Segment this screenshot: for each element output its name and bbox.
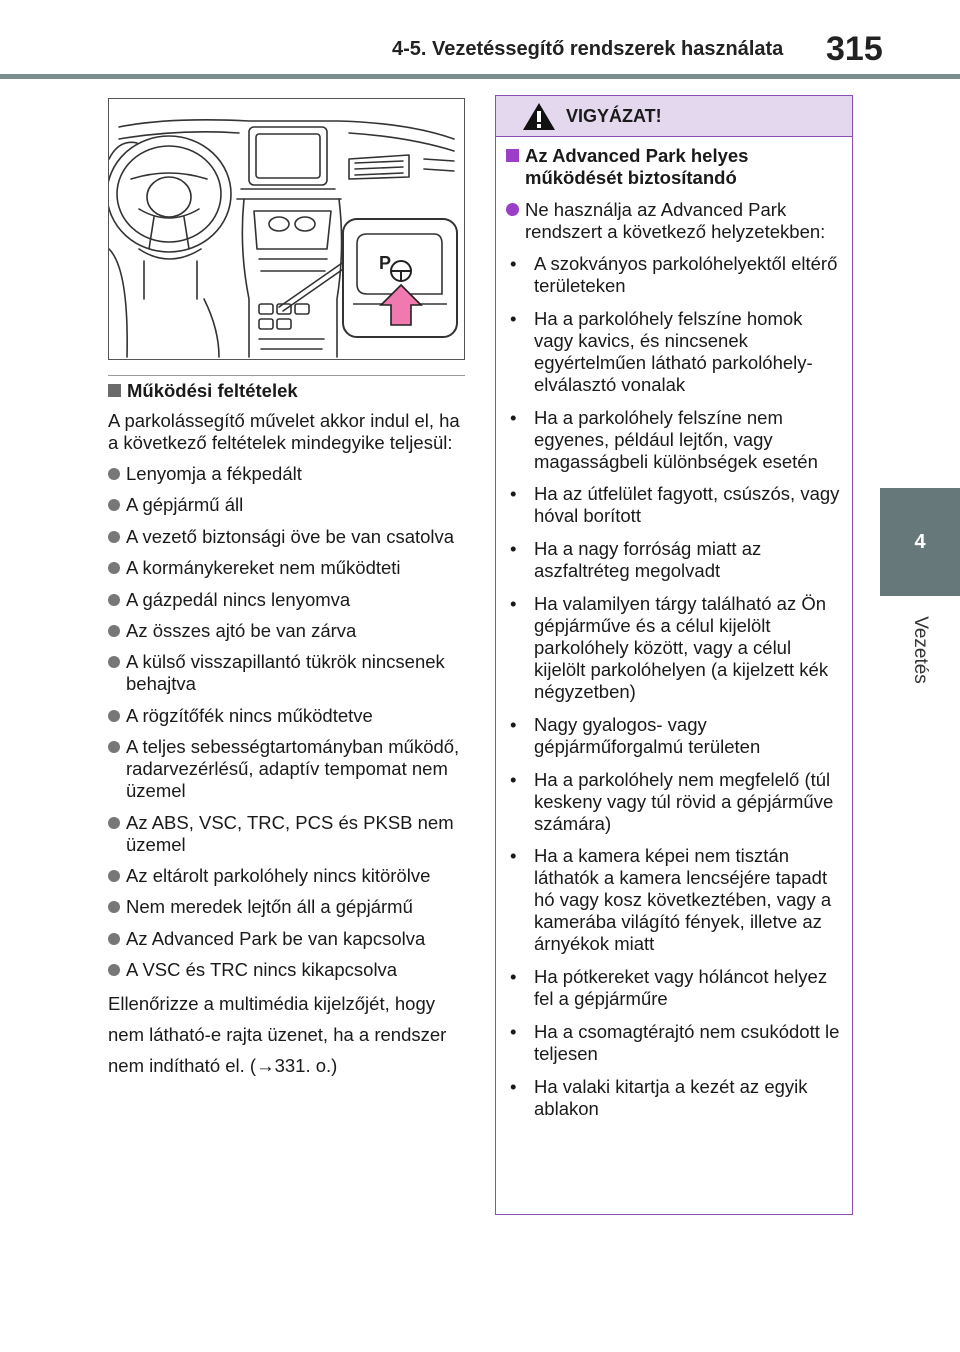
round-bullet-icon [108,656,120,668]
list-item [506,407,842,473]
list-item [506,845,842,955]
list-item [108,463,470,485]
round-bullet-icon [108,964,120,976]
list-item-text: Nem meredek lejtőn áll a gépjármű [126,896,413,918]
dot-marker-icon: • [510,483,517,505]
dot-marker-icon: • [510,1075,517,1097]
list-item [108,620,470,642]
operating-conditions-heading [108,380,470,402]
list-item-text: Ha valamilyen tárgy található az Ön gépjárműve és a célul kijelölt parkolóhely között, vagy a célul kijelölt parkolóhelyen (a kijelzett kék négyzetben) [534,592,829,702]
list-item-text: A szokványos parkolóhelyektől eltérő területeken [534,253,838,296]
list-item [108,557,470,579]
round-bullet-icon [506,203,519,216]
list-item-text: Az ABS, VSC, TRC, PCS és PKSB nem üzemel [126,811,454,855]
page-number: 315 [826,30,883,68]
warning-section-title: Az Advanced Park helyes működését biztosítandó [525,145,749,188]
round-bullet-icon [108,901,120,913]
list-item [506,769,842,835]
list-item [108,526,470,548]
warning-triangle-icon [522,101,556,131]
list-item-text: Lenyomja a fékpedált [126,463,302,484]
round-bullet-icon [108,710,120,722]
round-bullet-icon [108,562,120,574]
header-rule [0,74,960,79]
warning-title: VIGYÁZAT! [566,105,662,126]
warning-section-heading [506,145,842,189]
list-item-text: A VSC és TRC nincs kikapcsolva [126,959,398,981]
dot-marker-icon: • [510,845,517,867]
list-item [108,589,470,611]
square-bullet-icon [108,384,121,397]
round-bullet-icon [108,468,120,480]
list-item-text: Ha az útfelület fagyott, csúszós, vagy hóval borított [534,483,840,527]
dot-marker-icon: • [510,1020,517,1042]
list-item-text: A rögzítőfék nincs működtetve [126,704,373,726]
list-item-text: Az összes ajtó be van zárva [126,619,357,641]
round-bullet-icon [108,933,120,945]
list-item-text: Ha valaki kitartja a kezét az egyik ablakon [534,1075,808,1119]
warning-body [496,137,852,1120]
round-bullet-icon [108,531,120,543]
list-item-text: Ha a nagy forróság miatt az aszfaltréteg megolvadt [534,538,762,582]
list-item-text: A gépjármű áll [126,494,244,516]
list-item-text: Ha a parkolóhely felszíne homok vagy kavics, és nincsenek egyértelműen látható parkolóhely-elválasztó vonalak [534,307,813,395]
list-item-text: Ha a kamera képei nem tisztán láthatók a kamera lencséjére tapadt hó vagy kosz következtében, vagy a kamerába világító fények, illetve az árnyékok miatt [534,845,832,955]
list-item [506,966,842,1010]
dashboard-drawing [109,99,464,359]
list-item [108,896,470,918]
warning-lead [506,199,842,243]
round-bullet-icon [108,870,120,882]
list-item-text: Ha a csomagtérajtó nem csukódott le teljesen [534,1020,840,1064]
list-item [108,812,470,856]
round-bullet-icon [108,625,120,637]
list-item-text: Az eltárolt parkolóhely nincs kitörölve [126,864,431,886]
dot-marker-icon: • [510,538,517,560]
list-item [108,736,470,802]
square-bullet-icon [506,149,519,162]
list-item [108,494,470,516]
list-item [108,865,470,887]
list-item [506,1021,842,1065]
list-item-text: Ha a parkolóhely felszíne nem egyenes, például lejtőn, vagy magasságbeli különbségek esetén [534,406,818,472]
list-item [506,308,842,396]
dot-marker-icon: • [510,253,517,274]
list-item-text: Nagy gyalogos- vagy gépjárműforgalmú területen [534,713,761,757]
list-item-text: A vezető biztonsági öve be van csatolva [126,525,455,547]
round-bullet-icon [108,741,120,753]
list-item-text: A gázpedál nincs lenyomva [126,588,351,610]
list-item-text: A külső visszapillantó tükrök nincsenek behajtva [126,651,445,695]
dot-marker-icon: • [510,966,517,988]
warning-lead-text: Ne használja az Advanced Park rendszert a következő helyzetekben: [525,199,826,242]
list-item-text: Az Advanced Park be van kapcsolva [126,927,426,949]
operating-conditions-title: Működési feltételek [127,380,298,401]
round-bullet-icon [108,499,120,511]
closing-paragraph: Ellenőrizze a multimédia kijelzőjét, hogy nem látható-e rajta üzenet, ha a rendszer nem indítható el. (→331. o.) [108,993,447,1077]
list-item-text: Ha pótkereket vagy hóláncot helyez fel a gépjárműre [534,966,828,1010]
round-bullet-icon [108,817,120,829]
left-column [108,380,470,1090]
list-item [108,705,470,727]
list-item [506,483,842,527]
side-tab-label-wrap [882,600,958,700]
warning-header [496,96,852,137]
list-item-text: A kormánykereket nem működteti [126,557,401,579]
list-item-text: A teljes sebességtartományban működő, radarvezérlésű, adaptív tempomat nem üzemel [126,736,460,802]
dot-marker-icon: • [510,713,517,735]
dot-marker-icon: • [510,307,517,329]
list-item [506,253,842,297]
svg-text:P: P [379,253,392,273]
dot-marker-icon: • [510,768,517,790]
side-tab-chapter-number: 4 [880,488,960,596]
section-divider [108,375,465,376]
round-bullet-icon [108,594,120,606]
list-item [506,714,842,758]
dot-marker-icon: • [510,592,517,614]
list-item-text: Ha a parkolóhely nem megfelelő (túl keskeny vagy túl rövid a gépjárműve számára) [534,768,834,834]
dashboard-illustration [108,98,465,360]
side-tab-label: Vezetés [910,616,931,684]
list-item [506,593,842,703]
operating-conditions-intro: A parkolássegítő művelet akkor indul el, ha a következő feltételek mindegyike teljesül: [108,410,460,453]
list-item [108,928,470,950]
list-item [506,1076,842,1120]
list-item [108,959,470,981]
list-item [506,538,842,582]
dot-marker-icon: • [510,406,517,428]
list-item [108,651,470,695]
header-section-title: 4-5. Vezetéssegítő rendszerek használata [392,38,784,60]
warning-box [495,95,853,1215]
